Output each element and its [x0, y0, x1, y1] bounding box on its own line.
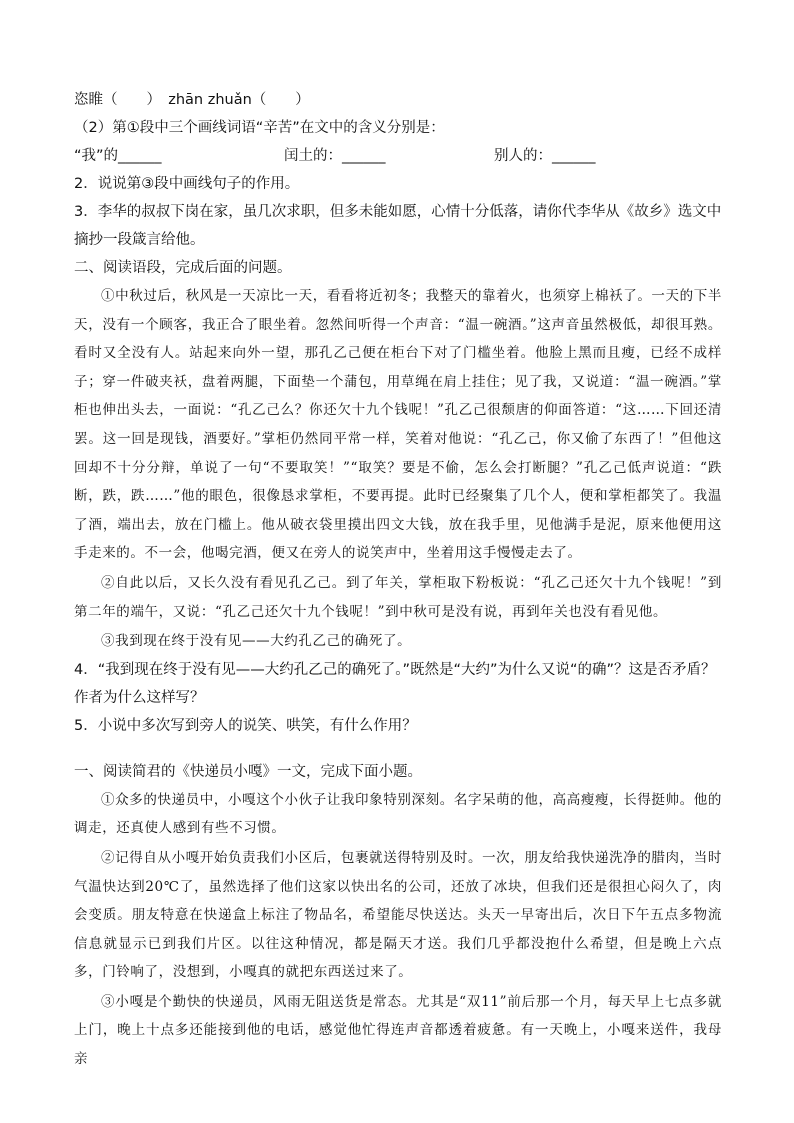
section-spacer — [74, 740, 722, 758]
fill-blanks-row — [74, 142, 722, 170]
kuaidi-paragraph-1: ①众多的快递员中，小嘎这个小伙子让我印象特别深刻。名字呆萌的他，高高瘦瘦，长得挺帅。他的调走，还真使人感到有些不习惯。 — [74, 791, 722, 837]
kuaidi-paragraph-2: ②记得自从小嘎开始负责我们小区后，包裹就送得特别及时。一次，朋友给我快递洗净的腊肉，当时气温快达到20℃了，虽然选择了他们这家以快出名的公司，还放了冰块，但我们还是很担心闷久了，肉会变质。朋友特意在快递盒上标注了物品名，希望能尽快送达。头天一早寄出后，次日下午五点多物流信息就显示已到我们片区。以往这种情况，都是隔天才送。我们几乎都没抱什么希望，但是晚上六点多，门铃响了，没想到，小嘎真的就把东西送过来了。 — [74, 849, 722, 981]
question-5: 5．小说中多次写到旁人的说笑、哄笑，有什么作用？ — [74, 717, 417, 734]
pinyin-question: 恣睢（ ） zhān zhuǎn（ ） — [74, 92, 310, 108]
question-4: 4．“我到现在终于没有见——大约孔乙己的确死了。”既然是“大约”为什么又说“的确”？这是否矛盾？作者为什么这样写？ — [74, 661, 716, 706]
fill-wo[interactable]: “我”的______ — [74, 148, 162, 164]
passage-paragraph-2: ②自此以后，又长久没有看见孔乙己。到了年关，掌柜取下粉板说：“孔乙己还欠十九个钱呢！”到第二年的端午，又说：“孔乙己还欠十九个钱呢！”到中秋可是没有说，再到年关也没有看见他。 — [74, 574, 722, 620]
section-2-heading: 二、阅读语段，完成后面的问题。 — [74, 260, 292, 276]
kuaidi-paragraph-3: ③小嘎是个勤快的快递员，风雨无阻送货是常态。尤其是“双11”前后那一个月，每天早上七点多就上门，晚上十点多还能接到他的电话，感觉他忙得连声音都透着疲惫。有一天晚上，小嘎来送件，我母亲 — [74, 993, 722, 1068]
fill-bieren[interactable]: 别人的：______ — [494, 148, 596, 164]
question-2-1: （2）第①段中三个画线词语“辛苦”在文中的含义分别是： — [74, 120, 445, 136]
question-2: 2．说说第③段中画线句子的作用。 — [74, 176, 300, 192]
passage-paragraph-3: ③我到现在终于没有见——大约孔乙己的确死了。 — [101, 633, 412, 650]
passage-paragraph-1: ①中秋过后，秋风是一天凉比一天，看看将近初冬；我整天的靠着火，也须穿上棉袄了。一天的下半天，没有一个顾客，我正合了眼坐着。忽然间听得一个声音：“温一碗酒。”这声音虽然极低，却很耳熟。看时又全没有人。站起来向外一望，那孔乙己便在柜台下对了门槛坐着。他脸上黑而且瘦，已经不成样子；穿一件破夹袄，盘着两腿，下面垫一个蒲包，用草绳在肩上挂住；见了我，又说道：“温一碗酒。”掌柜也伸出头去，一面说：“孔乙己么？你还欠十九个钱呢！”孔乙己很颓唐的仰面答道：“这……下回还清罢。这一回是现钱，酒要好。”掌柜仍然同平常一样，笑着对他说：“孔乙己，你又偷了东西了！”但他这回却不十分分辩，单说了一句“不要取笑！”“取笑？要是不偷，怎么会打断腿？”孔乙己低声说道：“跌断，跌，跌……”他的眼色，很像恳求掌柜，不要再提。此时已经聚集了几个人，便和掌柜都笑了。我温了酒，端出去，放在门槛上。他从破衣袋里摸出四文大钱，放在我手里，见他满手是泥，原来他便用这手走来的。不一会，他喝完酒，便又在旁人的说笑声中，坐着用这手慢慢走去了。 — [74, 288, 722, 562]
question-3: 3．李华的叔叔下岗在家，虽几次求职，但多未能如愿，心情十分低落，请你代李华从《故乡》选文中摘抄一段箴言给他。 — [74, 204, 722, 248]
fill-runtu[interactable]: 闰土的：______ — [284, 148, 386, 164]
section-1-heading: 一、阅读简君的《快递员小嘎》一文，完成下面小题。 — [74, 763, 422, 780]
